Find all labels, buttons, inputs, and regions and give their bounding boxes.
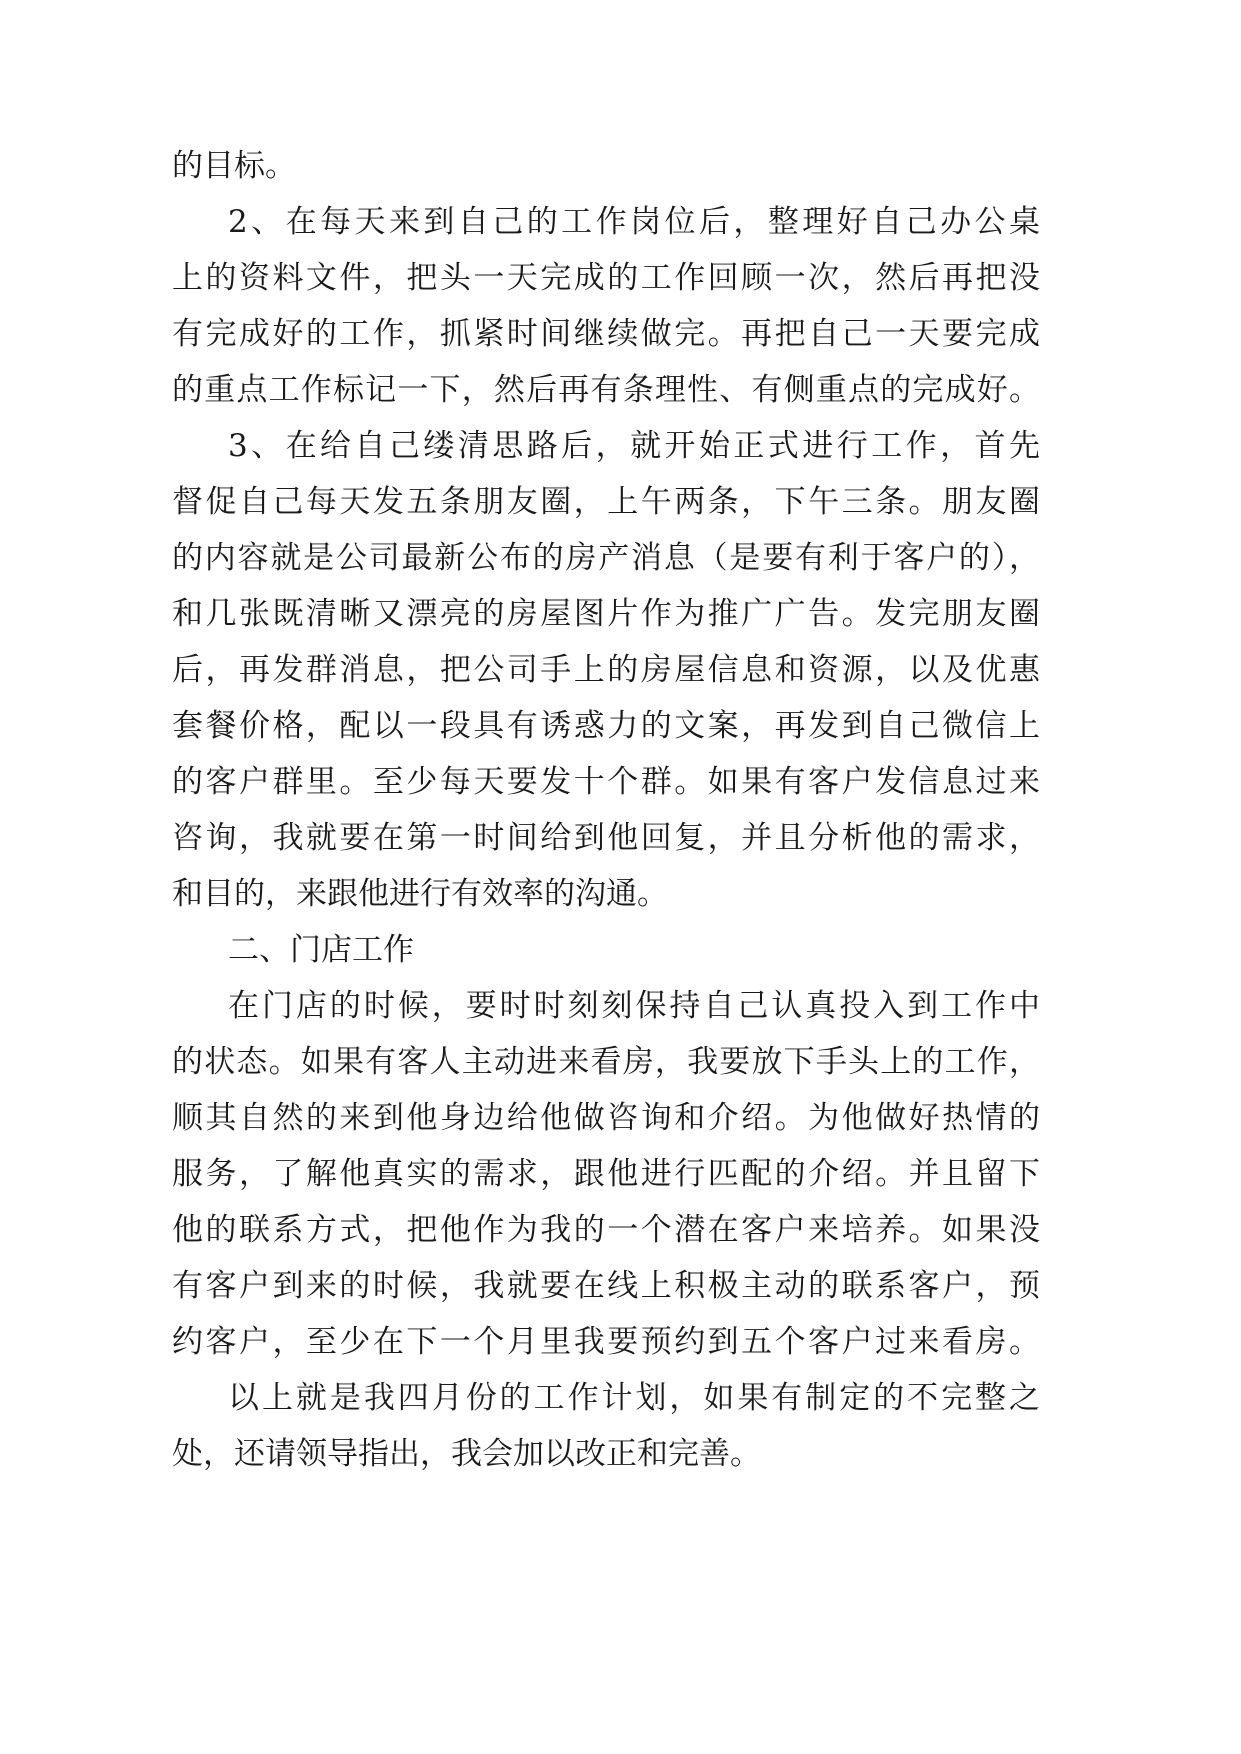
- text-line: 约客户，至少在下一个月里我要预约到五个客户过来看房。: [172, 1324, 1040, 1360]
- text-line: 的目标。: [172, 148, 296, 184]
- text-line: 上的资料文件，把头一天完成的工作回顾一次，然后再把没: [172, 260, 1040, 296]
- text-line: 的状态。如果有客人主动进来看房，我要放下手头上的工作，: [172, 1044, 1040, 1080]
- text-line: 以上就是我四月份的工作计划，如果有制定的不完整之: [228, 1380, 1040, 1416]
- text-line: 2、在每天来到自己的工作岗位后，整理好自己办公桌: [228, 204, 1040, 240]
- section-heading: 二、门店工作: [228, 932, 414, 968]
- text-line: 套餐价格，配以一段具有诱惑力的文案，再发到自己微信上: [172, 708, 1040, 744]
- text-line: 3、在给自己缕清思路后，就开始正式进行工作，首先: [228, 428, 1040, 464]
- text-line: 的重点工作标记一下，然后再有条理性、有侧重点的完成好。: [172, 372, 1040, 408]
- text-line: 的内容就是公司最新公布的房产消息（是要有利于客户的），: [172, 540, 1040, 576]
- text-line: 有客户到来的时候，我就要在线上积极主动的联系客户，预: [172, 1268, 1040, 1304]
- text-line: 服务，了解他真实的需求，跟他进行匹配的介绍。并且留下: [172, 1156, 1040, 1192]
- text-line: 处，还请领导指出，我会加以改正和完善。: [172, 1436, 761, 1472]
- text-line: 有完成好的工作，抓紧时间继续做完。再把自己一天要完成: [172, 316, 1040, 352]
- text-line: 后，再发群消息，把公司手上的房屋信息和资源，以及优惠: [172, 652, 1040, 688]
- text-line: 顺其自然的来到他身边给他做咨询和介绍。为他做好热情的: [172, 1100, 1040, 1136]
- text-line: 咨询，我就要在第一时间给到他回复，并且分析他的需求，: [172, 820, 1040, 856]
- text-line: 的客户群里。至少每天要发十个群。如果有客户发信息过来: [172, 764, 1040, 800]
- text-line: 和目的，来跟他进行有效率的沟通。: [172, 876, 668, 912]
- text-line: 督促自己每天发五条朋友圈，上午两条，下午三条。朋友圈: [172, 484, 1040, 520]
- text-line: 他的联系方式，把他作为我的一个潜在客户来培养。如果没: [172, 1212, 1040, 1248]
- text-line: 和几张既清晰又漂亮的房屋图片作为推广广告。发完朋友圈: [172, 596, 1040, 632]
- text-line: 在门店的时候，要时时刻刻保持自己认真投入到工作中: [228, 988, 1040, 1024]
